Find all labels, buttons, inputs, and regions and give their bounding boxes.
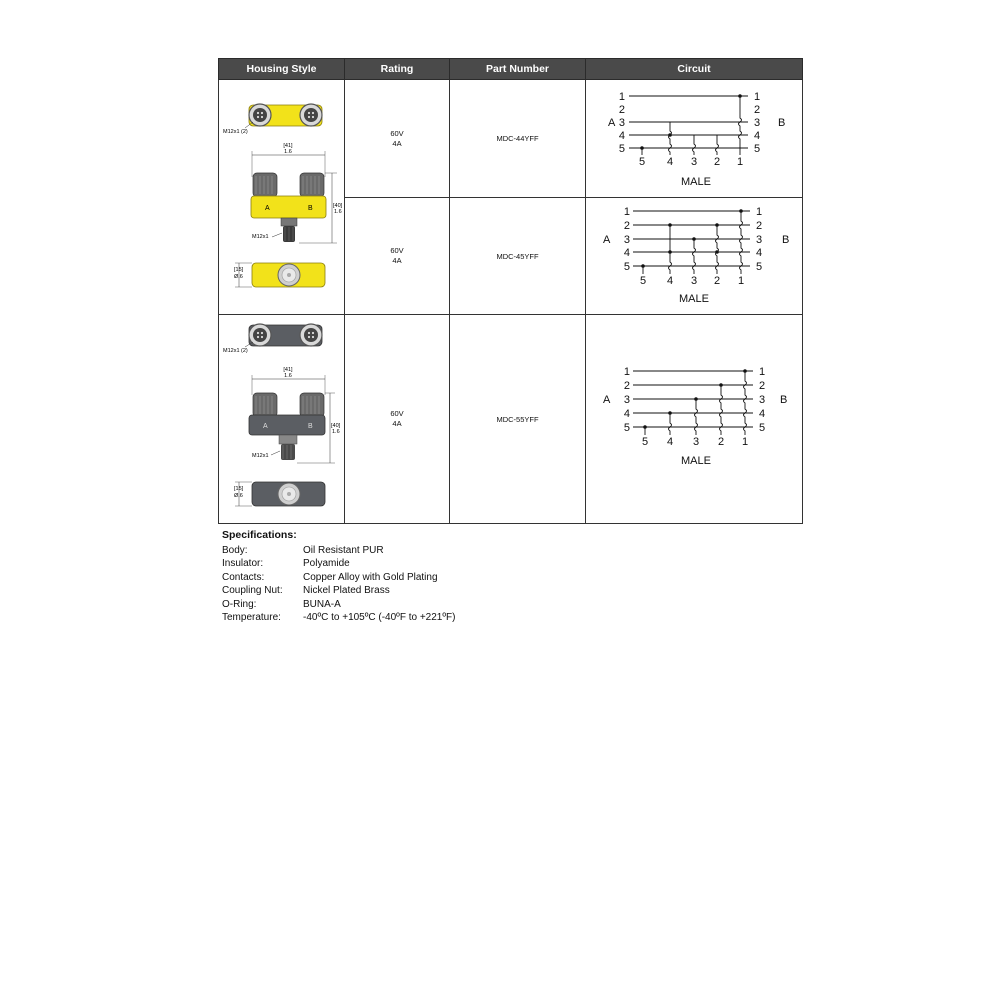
pin-left-2: 2 (618, 104, 625, 116)
spec-row-temperature (222, 611, 455, 625)
spec-value: Nickel Plated Brass (303, 585, 390, 596)
housing-front-view (251, 143, 343, 243)
pin-right-5: 5 (759, 422, 766, 434)
port-b-label: B (308, 205, 313, 212)
pin-left-2: 2 (623, 380, 630, 392)
part-number-cell: MDC-45YFF (450, 198, 586, 315)
header-part-number: Part Number (450, 59, 586, 80)
pin-left-4: 4 (618, 130, 625, 142)
top-thread-label: M12x1 (2) (223, 348, 248, 354)
pin-right-1: 1 (759, 366, 766, 378)
height-mm: [40] (333, 203, 343, 209)
pin-bottom-3: 3 (692, 436, 700, 448)
top-thread-label: M12x1 (2) (223, 129, 248, 135)
pin-bottom-5: 5 (639, 275, 647, 287)
side-a-label: A (603, 394, 611, 406)
pin-left-5: 5 (623, 261, 630, 273)
rating-cell (345, 80, 450, 198)
width-mm: [41] (283, 367, 293, 373)
pin-bottom-2: 2 (713, 275, 721, 287)
pin-left-4: 4 (623, 408, 630, 420)
pin-right-4: 4 (759, 408, 766, 420)
pin-left-4: 4 (623, 247, 630, 259)
pin-right-3: 3 (754, 117, 761, 129)
pin-right-1: 1 (756, 206, 763, 218)
header-circuit: Circuit (586, 59, 803, 80)
pin-left-5: 5 (618, 143, 625, 155)
housing-gray-cell (219, 315, 345, 524)
port-a-label: A (265, 205, 270, 212)
diameter-in: Ø.6 (234, 274, 243, 280)
pin-bottom-2: 2 (717, 436, 725, 448)
pin-bottom-4: 4 (666, 156, 674, 168)
pin-bottom-3: 3 (690, 275, 698, 287)
pin-left-3: 3 (623, 234, 630, 246)
diameter-mm: [15] (234, 486, 244, 492)
specifications-block (222, 529, 455, 625)
pin-left-1: 1 (623, 206, 630, 218)
rating-current: 4A (392, 419, 402, 428)
male-label: MALE (681, 455, 711, 467)
rating-current: 4A (392, 138, 402, 148)
pin-right-2: 2 (759, 380, 766, 392)
spec-key: O-Ring: (222, 598, 257, 610)
rating-voltage: 60V (390, 128, 404, 138)
mid-thread-label: M12x1 (252, 234, 269, 240)
pin-bottom-4: 4 (666, 436, 674, 448)
part-number-cell: MDC-55YFF (450, 315, 586, 524)
spec-key: Contacts: (222, 571, 265, 583)
pin-bottom-5: 5 (638, 156, 646, 168)
pin-left-5: 5 (623, 422, 630, 434)
header-rating: Rating (345, 59, 450, 80)
product-table (218, 58, 803, 524)
diameter-mm: [15] (234, 267, 244, 273)
circuit-cell (586, 198, 803, 315)
housing-bottom-view (234, 482, 325, 506)
pin-bottom-1: 1 (736, 156, 744, 168)
pin-right-4: 4 (754, 130, 761, 142)
side-b-label: B (780, 394, 788, 406)
rating-cell (345, 198, 450, 315)
spec-value: Oil Resistant PUR (303, 544, 384, 556)
table-row (219, 315, 803, 524)
pin-left-1: 1 (618, 91, 625, 103)
specifications-title: Specifications: (222, 529, 297, 541)
housing-gray-drawing (219, 315, 345, 521)
product-table-sheet (218, 58, 802, 524)
width-mm: [41] (283, 143, 293, 149)
spec-row-insulator (222, 557, 455, 571)
port-a-label: A (263, 423, 268, 430)
pin-bottom-5: 5 (641, 436, 649, 448)
circuit-diagram-45 (586, 198, 803, 312)
rating-current: 4A (392, 256, 402, 265)
rating-cell (345, 315, 450, 524)
pin-right-3: 3 (759, 394, 766, 406)
pin-right-5: 5 (754, 143, 761, 155)
spec-key: Temperature: (222, 612, 281, 623)
height-in: 1.6 (334, 209, 342, 215)
housing-front-view (249, 367, 341, 463)
pin-left-1: 1 (623, 366, 630, 378)
spec-key: Body: (222, 544, 248, 556)
side-b-label: B (778, 117, 786, 129)
pin-bottom-1: 1 (741, 436, 749, 448)
housing-yellow-cell (219, 80, 345, 315)
pin-bottom-1: 1 (737, 275, 745, 287)
pin-right-5: 5 (756, 261, 763, 273)
diameter-in: Ø.6 (234, 493, 243, 499)
spec-key: Insulator: (222, 558, 264, 569)
width-in: 1.6 (284, 373, 292, 379)
port-b-label: B (308, 423, 313, 430)
height-mm: [40] (331, 423, 341, 429)
spec-row-contacts (222, 571, 455, 585)
pin-left-2: 2 (623, 220, 630, 232)
pin-bottom-3: 3 (690, 156, 698, 168)
part-number-cell: MDC-44YFF (450, 80, 586, 198)
pin-right-3: 3 (756, 234, 763, 246)
side-a-label: A (603, 234, 611, 246)
table-row (219, 80, 803, 198)
spec-row-coupling-nut (222, 584, 455, 598)
housing-top-view (223, 324, 322, 354)
spec-value: Copper Alloy with Gold Plating (303, 571, 438, 583)
housing-bottom-view (234, 263, 325, 287)
rating-voltage: 60V (390, 246, 404, 255)
spec-row-o-ring (222, 598, 455, 612)
rating-voltage: 60V (390, 409, 404, 418)
circuit-diagram-55 (586, 338, 803, 498)
circuit-cell (586, 315, 803, 524)
spec-value: Polyamide (303, 558, 350, 569)
table-header-row (219, 59, 803, 80)
height-in: 1.6 (332, 429, 340, 435)
side-b-label: B (782, 234, 790, 246)
circuit-diagram-44 (586, 80, 803, 195)
male-label: MALE (681, 176, 711, 188)
header-housing-style: Housing Style (219, 59, 345, 80)
spec-value: -40ºC to +105ºC (-40ºF to +221ºF) (303, 612, 456, 623)
spec-key: Coupling Nut: (222, 585, 283, 596)
width-in: 1.6 (284, 149, 292, 155)
male-label: MALE (679, 293, 709, 305)
pin-bottom-4: 4 (666, 275, 674, 287)
pin-right-2: 2 (756, 220, 763, 232)
housing-yellow-drawing (219, 81, 345, 311)
pin-bottom-2: 2 (713, 156, 721, 168)
pin-left-3: 3 (618, 117, 625, 129)
circuit-cell (586, 80, 803, 198)
pin-left-3: 3 (623, 394, 630, 406)
spec-row-body (222, 544, 455, 558)
pin-right-4: 4 (756, 247, 763, 259)
mid-thread-label: M12x1 (252, 453, 269, 459)
pin-right-2: 2 (754, 104, 761, 116)
spec-value: BUNA-A (303, 598, 341, 610)
housing-top-view (223, 104, 322, 135)
pin-right-1: 1 (754, 91, 761, 103)
side-a-label: A (608, 117, 616, 129)
